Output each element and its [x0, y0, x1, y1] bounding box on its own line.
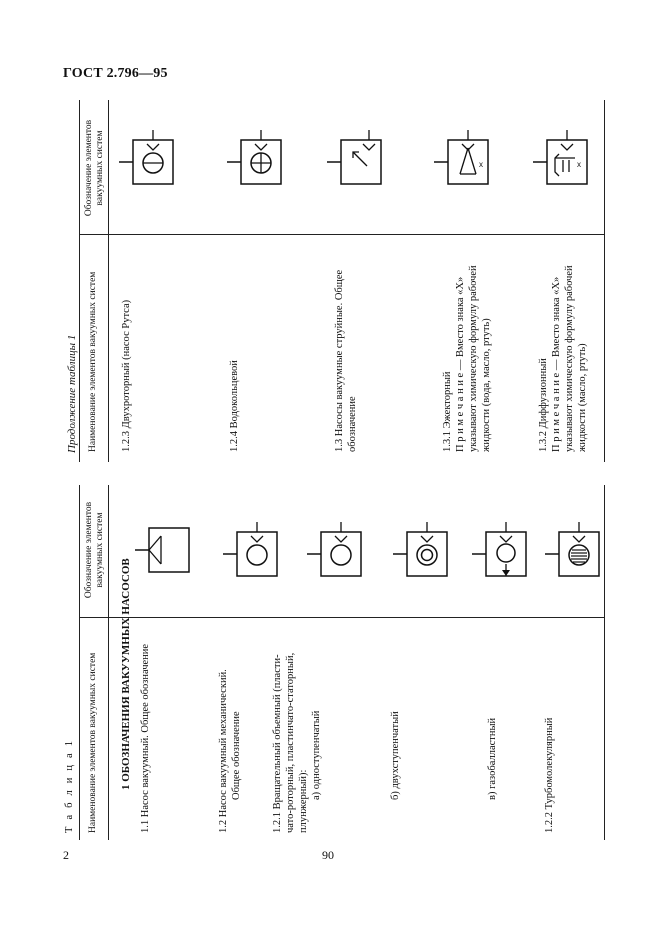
left-table-column-divider — [79, 617, 605, 618]
pump-roots-symbol — [117, 128, 177, 188]
right-table-header-divider — [108, 100, 109, 462]
left-row-1-2-1-line1: 1.2.1 Вращательный объемный (пласти- — [272, 654, 283, 833]
left-row-1-2-2: 1.2.2 Турбомолекулярный — [544, 717, 555, 833]
left-row-1-2-line2: Общее обозначение — [231, 711, 242, 800]
left-row-1-1: 1.1 Насос вакуумный. Общее обозначение — [140, 643, 151, 833]
right-row-1-3-2-note-line1: указывают химическую формулу рабочей — [564, 265, 575, 452]
page-number-left: 2 — [63, 848, 69, 862]
left-table-bottom-border — [604, 485, 605, 840]
right-row-1-3-1-note-line2: жидкости (вода, масло, ртуть) — [481, 318, 492, 452]
pump-liquid-ring-symbol — [225, 128, 285, 188]
right-col-name-header: Наименование элементов вакуумных систем — [88, 271, 98, 452]
left-table-header-divider — [108, 485, 109, 840]
pump-gas-ballast-symbol — [470, 520, 530, 586]
right-row-1-3-line1: 1.3 Насосы вакуумные струйные. Общее — [334, 269, 345, 452]
right-row-1-3-2: 1.3.2 Диффузионный — [538, 358, 549, 452]
pump-mechanical-symbol — [221, 520, 281, 580]
left-row-1-2-1-line3: плунжерный): — [298, 769, 309, 833]
right-col-symbol-header: Обозначение элементов вакуумных систем — [84, 119, 105, 217]
pump-ejector-symbol — [432, 128, 492, 188]
right-row-1-3-1: 1.3.1 Эжекторный — [442, 371, 453, 452]
pump-general-symbol — [133, 526, 193, 576]
left-table-caption: Т а б л и ц а 1 — [64, 738, 75, 833]
left-table-top-border — [79, 485, 80, 840]
pump-jet-symbol — [325, 128, 385, 188]
left-section-title: 1 ОБОЗНАЧЕНИЯ ВАКУУМНЫХ НАСОСОВ — [120, 558, 132, 790]
x-mark: x — [479, 160, 483, 169]
right-table-caption: Продолжение таблицы 1 — [66, 334, 78, 453]
right-table-column-divider — [79, 234, 605, 235]
right-row-1-2-3: 1.2.3 Двухроторный (насос Рутса) — [121, 299, 132, 452]
right-row-1-3-line2: обозначение — [347, 396, 358, 452]
x-mark: x — [577, 160, 581, 169]
left-row-1-2-line1: 1.2 Насос вакуумный механический. — [218, 669, 229, 833]
pump-single-stage-symbol — [305, 520, 365, 580]
right-row-1-3-1-note: П р и м е ч а н и е — Вместо знака «Х» — [455, 276, 466, 452]
right-row-1-2-4: 1.2.4 Водокольцевой — [229, 360, 240, 452]
right-row-1-3-2-note: П р и м е ч а н и е — Вместо знака «Х» — [551, 276, 562, 452]
pump-diffusion-symbol — [531, 128, 591, 188]
left-col-symbol-header: Обозначение элементов вакуумных систем — [84, 501, 105, 599]
pump-turbomolecular-symbol — [543, 520, 603, 580]
right-row-1-3-1-note-line1: указывают химическую формулу рабочей — [468, 265, 479, 452]
left-row-1-2-1-line4: а) одноступенчатый — [311, 710, 322, 800]
left-col-name-header: Наименование элементов вакуумных систем — [88, 652, 98, 833]
right-table-bottom-border — [604, 100, 605, 462]
left-row-b: б) двухступенчатый — [390, 711, 401, 800]
document-title: ГОСТ 2.796—95 — [63, 66, 168, 81]
page-number-center: 90 — [322, 848, 334, 862]
right-row-1-3-2-note-line2: жидкости (масло, ртуть) — [577, 343, 588, 452]
pump-two-stage-symbol — [391, 520, 451, 580]
right-table-top-border — [79, 100, 80, 462]
left-row-v: в) газобалластный — [487, 717, 498, 800]
left-row-1-2-1-line2: чато-роторный, пластинчато-статорный, — [285, 652, 296, 833]
